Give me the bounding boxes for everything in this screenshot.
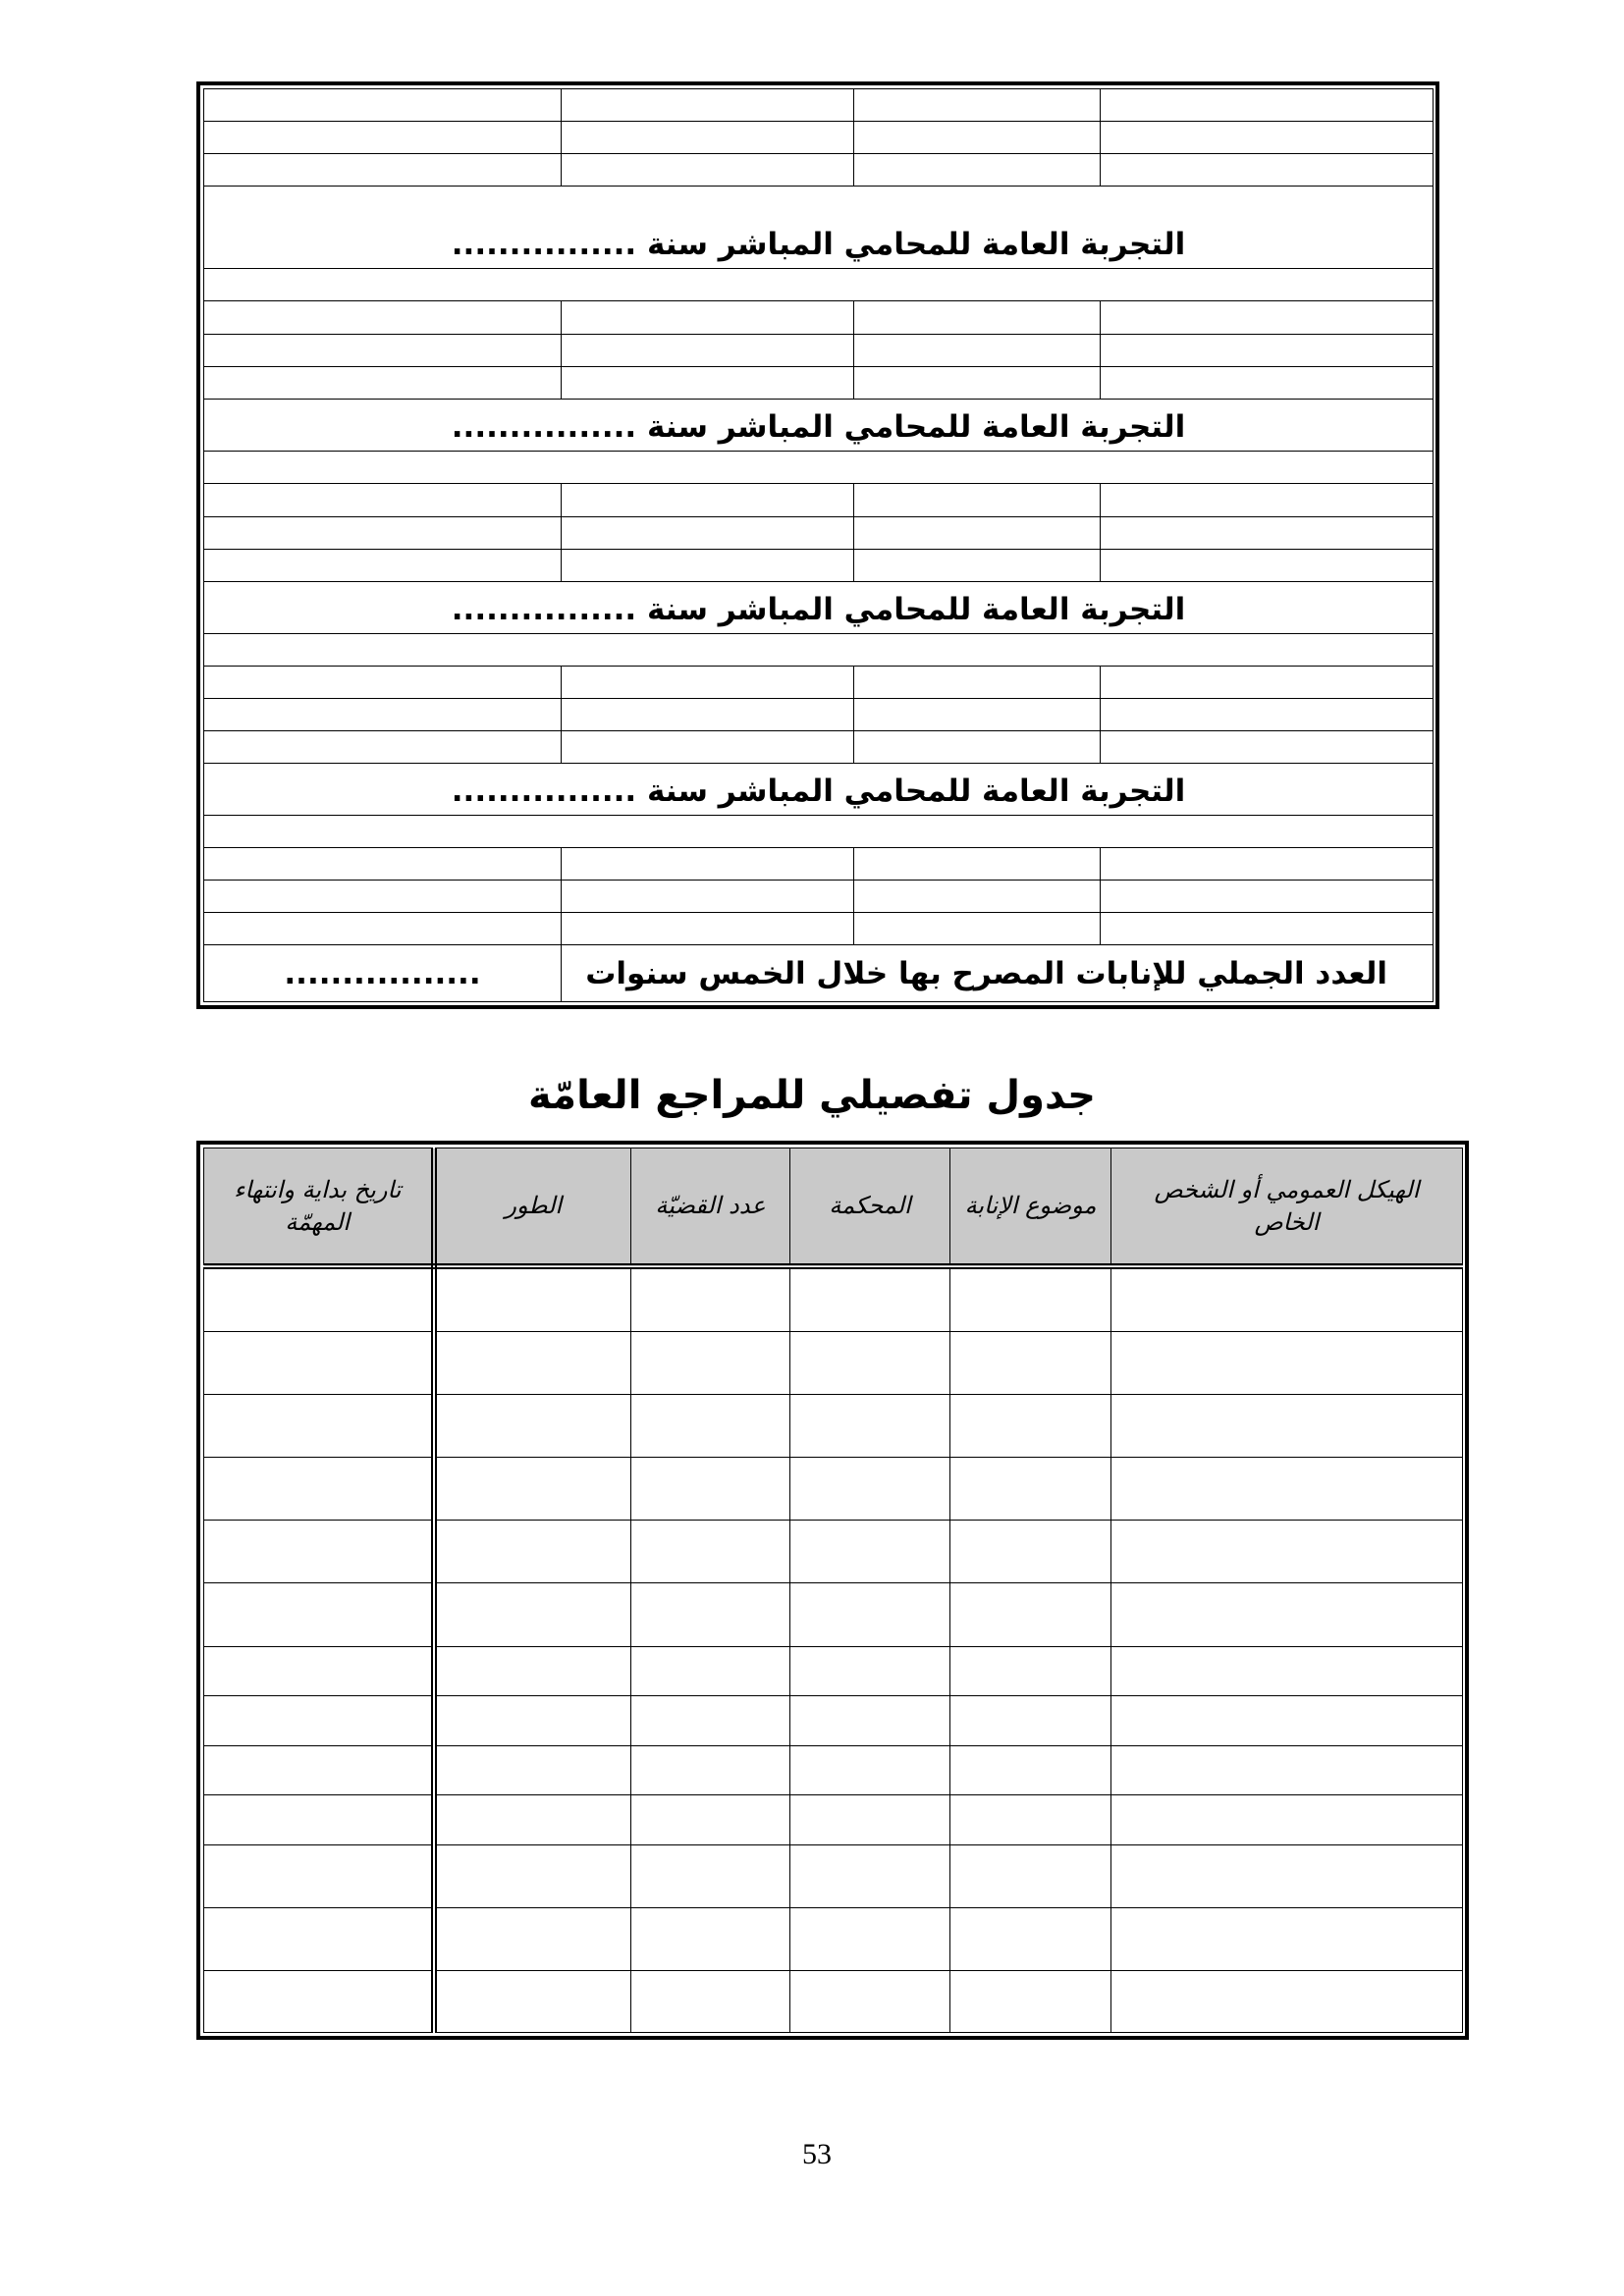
table-cell bbox=[1101, 122, 1434, 154]
table-cell bbox=[434, 1394, 631, 1457]
section-heading-row bbox=[204, 400, 1434, 452]
table-row bbox=[204, 816, 1434, 848]
table-cell bbox=[854, 484, 1101, 517]
table-cell bbox=[631, 1457, 790, 1520]
table-cell bbox=[562, 517, 854, 550]
table-cell bbox=[562, 848, 854, 881]
table-cell bbox=[790, 1844, 950, 1907]
table-cell bbox=[950, 1970, 1111, 2032]
table-cell bbox=[434, 1457, 631, 1520]
table-cell bbox=[1101, 699, 1434, 731]
table-cell bbox=[1111, 1331, 1463, 1394]
table-cell bbox=[204, 634, 1434, 667]
references-table-title: جدول تفصيلي للمراجع العامّة bbox=[528, 1073, 1096, 1118]
table-cell bbox=[204, 1520, 434, 1582]
page-number: 53 bbox=[802, 2138, 832, 2170]
table-row bbox=[204, 1844, 1463, 1907]
table-cell bbox=[631, 1745, 790, 1794]
table-cell bbox=[1111, 1457, 1463, 1520]
column-header-client-entity: الهيكل العمومي أو الشخص الخاص bbox=[1111, 1148, 1463, 1267]
section-heading bbox=[204, 187, 1434, 269]
column-header-mandate-subject: موضوع الإنابة bbox=[950, 1148, 1111, 1267]
table-cell bbox=[790, 1266, 950, 1331]
table-cell bbox=[204, 122, 562, 154]
table-row bbox=[204, 1582, 1463, 1646]
section-heading-row bbox=[204, 764, 1434, 816]
table-cell bbox=[434, 1794, 631, 1844]
table-cell bbox=[1101, 848, 1434, 881]
table-cell bbox=[790, 1582, 950, 1646]
table-row bbox=[204, 367, 1434, 400]
table-cell bbox=[631, 1695, 790, 1745]
column-header-case-number: عدد القضيّة bbox=[631, 1148, 790, 1267]
table-cell bbox=[434, 1695, 631, 1745]
table-row bbox=[204, 335, 1434, 367]
table-cell bbox=[204, 1331, 434, 1394]
table-row bbox=[204, 122, 1434, 154]
table-cell bbox=[562, 154, 854, 187]
table-cell bbox=[854, 550, 1101, 582]
table-cell bbox=[854, 517, 1101, 550]
table-cell bbox=[631, 1331, 790, 1394]
table-cell bbox=[204, 731, 562, 764]
table-cell bbox=[790, 1794, 950, 1844]
table-row bbox=[204, 550, 1434, 582]
table-cell bbox=[1101, 484, 1434, 517]
table-cell bbox=[631, 1394, 790, 1457]
column-header-stage: الطور bbox=[434, 1148, 631, 1267]
table-cell bbox=[1111, 1745, 1463, 1794]
table-cell bbox=[204, 1582, 434, 1646]
table-cell bbox=[562, 913, 854, 945]
table-cell bbox=[854, 881, 1101, 913]
total-value: ................. bbox=[204, 945, 562, 1002]
table-cell bbox=[204, 1794, 434, 1844]
experience-table-frame bbox=[196, 81, 1439, 1009]
table-row bbox=[204, 1745, 1463, 1794]
table-row bbox=[204, 301, 1434, 335]
table-cell bbox=[1101, 731, 1434, 764]
section-heading-text: التجربة العامة للمحامي المباشر سنة ................ bbox=[451, 227, 1186, 262]
table-cell bbox=[562, 667, 854, 699]
table-cell bbox=[434, 1582, 631, 1646]
table-cell bbox=[950, 1907, 1111, 1970]
table-row bbox=[204, 517, 1434, 550]
table-row bbox=[204, 699, 1434, 731]
table-cell bbox=[562, 484, 854, 517]
table-cell bbox=[1111, 1266, 1463, 1331]
table-cell bbox=[1101, 301, 1434, 335]
table-cell bbox=[631, 1266, 790, 1331]
table-cell bbox=[204, 1394, 434, 1457]
table-cell bbox=[1111, 1695, 1463, 1745]
table-cell bbox=[434, 1520, 631, 1582]
table-cell bbox=[790, 1695, 950, 1745]
table-cell bbox=[204, 881, 562, 913]
table-cell bbox=[204, 269, 1434, 301]
table-row bbox=[204, 89, 1434, 122]
table-cell bbox=[204, 484, 562, 517]
table-row bbox=[204, 1457, 1463, 1520]
column-header-court: المحكمة bbox=[790, 1148, 950, 1267]
references-header-row bbox=[204, 1148, 1463, 1267]
table-cell bbox=[1101, 913, 1434, 945]
table-cell bbox=[950, 1844, 1111, 1907]
table-cell bbox=[204, 816, 1434, 848]
section-heading-row bbox=[204, 187, 1434, 269]
table-cell bbox=[562, 301, 854, 335]
table-cell bbox=[790, 1646, 950, 1695]
table-cell bbox=[1111, 1907, 1463, 1970]
table-cell bbox=[1101, 89, 1434, 122]
table-cell bbox=[790, 1520, 950, 1582]
table-row bbox=[204, 667, 1434, 699]
table-cell bbox=[204, 1266, 434, 1331]
table-cell bbox=[631, 1794, 790, 1844]
table-row bbox=[204, 1266, 1463, 1331]
table-cell bbox=[204, 848, 562, 881]
section-heading-text: التجربة العامة للمحامي المباشر سنة ................ bbox=[451, 592, 1186, 627]
table-cell bbox=[790, 1457, 950, 1520]
table-cell bbox=[1101, 667, 1434, 699]
table-cell bbox=[434, 1745, 631, 1794]
table-cell bbox=[1101, 517, 1434, 550]
table-row bbox=[204, 1394, 1463, 1457]
table-row bbox=[204, 1331, 1463, 1394]
table-row bbox=[204, 1970, 1463, 2032]
table-cell bbox=[562, 367, 854, 400]
table-cell bbox=[854, 367, 1101, 400]
table-cell bbox=[1111, 1394, 1463, 1457]
table-cell bbox=[631, 1844, 790, 1907]
table-row bbox=[204, 1794, 1463, 1844]
table-cell bbox=[854, 913, 1101, 945]
total-label: العدد الجملي للإنابات المصرح بها خلال الخمس سنوات bbox=[562, 945, 1434, 1002]
table-cell bbox=[204, 367, 562, 400]
column-header-mission-dates: تاريخ بداية وانتهاء المهمّة bbox=[204, 1148, 434, 1267]
table-cell bbox=[204, 301, 562, 335]
table-cell bbox=[1101, 367, 1434, 400]
table-cell bbox=[204, 913, 562, 945]
table-cell bbox=[204, 517, 562, 550]
table-cell bbox=[950, 1582, 1111, 1646]
table-cell bbox=[434, 1907, 631, 1970]
table-cell bbox=[950, 1266, 1111, 1331]
table-row bbox=[204, 731, 1434, 764]
table-cell bbox=[204, 452, 1434, 484]
table-cell bbox=[562, 550, 854, 582]
table-row bbox=[204, 1695, 1463, 1745]
table-cell bbox=[790, 1907, 950, 1970]
table-cell bbox=[950, 1457, 1111, 1520]
table-cell bbox=[854, 335, 1101, 367]
table-row bbox=[204, 484, 1434, 517]
table-cell bbox=[562, 335, 854, 367]
table-cell bbox=[631, 1907, 790, 1970]
table-cell bbox=[204, 550, 562, 582]
table-cell bbox=[1111, 1582, 1463, 1646]
table-cell bbox=[562, 122, 854, 154]
table-row bbox=[204, 1907, 1463, 1970]
section-heading-row bbox=[204, 582, 1434, 634]
table-cell bbox=[950, 1794, 1111, 1844]
table-cell bbox=[1111, 1794, 1463, 1844]
table-cell bbox=[204, 1695, 434, 1745]
section-heading-text: التجربة العامة للمحامي المباشر سنة ................ bbox=[451, 774, 1186, 809]
table-cell bbox=[854, 89, 1101, 122]
table-cell bbox=[204, 1970, 434, 2032]
table-cell bbox=[204, 699, 562, 731]
table-cell bbox=[434, 1266, 631, 1331]
section-heading bbox=[204, 764, 1434, 816]
table-cell bbox=[854, 667, 1101, 699]
table-cell bbox=[854, 848, 1101, 881]
table-cell bbox=[1111, 1970, 1463, 2032]
table-cell bbox=[434, 1844, 631, 1907]
table-cell bbox=[562, 699, 854, 731]
table-cell bbox=[950, 1695, 1111, 1745]
table-cell bbox=[1111, 1520, 1463, 1582]
total-row bbox=[204, 945, 1434, 1002]
table-row bbox=[204, 881, 1434, 913]
table-cell bbox=[1101, 881, 1434, 913]
section-heading bbox=[204, 400, 1434, 452]
table-cell bbox=[562, 89, 854, 122]
table-cell bbox=[434, 1646, 631, 1695]
table-cell bbox=[790, 1394, 950, 1457]
table-cell bbox=[631, 1582, 790, 1646]
table-cell bbox=[204, 89, 562, 122]
table-row bbox=[204, 1646, 1463, 1695]
table-cell bbox=[854, 301, 1101, 335]
table-cell bbox=[434, 1970, 631, 2032]
table-cell bbox=[790, 1970, 950, 2032]
table-cell bbox=[204, 1457, 434, 1520]
references-table bbox=[203, 1148, 1463, 2033]
section-heading-text: التجربة العامة للمحامي المباشر سنة ................ bbox=[451, 409, 1186, 445]
table-cell bbox=[790, 1331, 950, 1394]
table-cell bbox=[1111, 1646, 1463, 1695]
table-row bbox=[204, 913, 1434, 945]
table-row bbox=[204, 634, 1434, 667]
table-cell bbox=[204, 335, 562, 367]
table-cell bbox=[950, 1394, 1111, 1457]
table-cell bbox=[562, 881, 854, 913]
table-cell bbox=[790, 1745, 950, 1794]
table-cell bbox=[950, 1745, 1111, 1794]
table-cell bbox=[204, 1745, 434, 1794]
table-cell bbox=[562, 731, 854, 764]
table-cell bbox=[1101, 335, 1434, 367]
table-row bbox=[204, 154, 1434, 187]
table-cell bbox=[854, 154, 1101, 187]
table-cell bbox=[631, 1970, 790, 2032]
table-cell bbox=[950, 1331, 1111, 1394]
table-cell bbox=[204, 1844, 434, 1907]
table-row bbox=[204, 269, 1434, 301]
table-row bbox=[204, 452, 1434, 484]
section-heading bbox=[204, 582, 1434, 634]
table-row bbox=[204, 848, 1434, 881]
table-cell bbox=[631, 1520, 790, 1582]
table-cell bbox=[854, 122, 1101, 154]
table-cell bbox=[854, 731, 1101, 764]
table-cell bbox=[854, 699, 1101, 731]
table-cell bbox=[204, 1646, 434, 1695]
table-cell bbox=[1111, 1844, 1463, 1907]
table-cell bbox=[950, 1646, 1111, 1695]
table-cell bbox=[204, 1907, 434, 1970]
table-cell bbox=[204, 667, 562, 699]
table-row bbox=[204, 1520, 1463, 1582]
table-cell bbox=[204, 154, 562, 187]
table-cell bbox=[631, 1646, 790, 1695]
table-cell bbox=[1101, 154, 1434, 187]
experience-table bbox=[203, 88, 1434, 1002]
references-table-frame bbox=[196, 1141, 1469, 2040]
table-cell bbox=[1101, 550, 1434, 582]
table-cell bbox=[950, 1520, 1111, 1582]
table-cell bbox=[434, 1331, 631, 1394]
